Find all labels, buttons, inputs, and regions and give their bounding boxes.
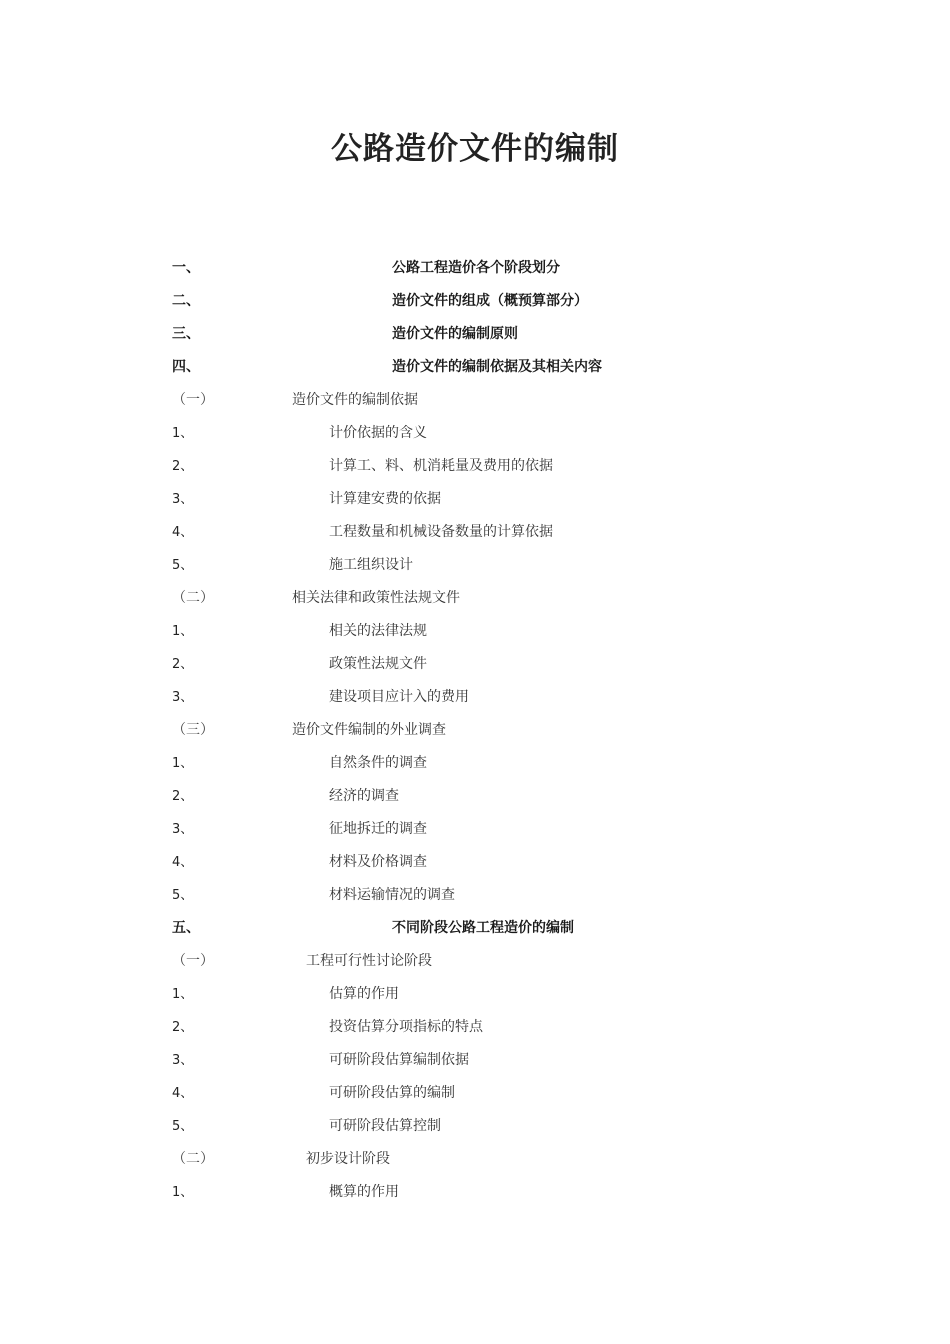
toc-entry-text: 建设项目应计入的费用 — [329, 689, 469, 705]
toc-entry-number: 2、 — [172, 657, 194, 672]
toc-entry-text: 材料及价格调查 — [329, 854, 427, 870]
toc-entry-number: 5、 — [172, 1119, 194, 1134]
toc-entry — [0, 351, 950, 384]
toc-entry — [0, 582, 950, 615]
toc-entry-number: 五、 — [172, 920, 200, 936]
toc-entry-number: （二） — [172, 590, 214, 606]
toc-entry-number: 一、 — [172, 260, 200, 276]
toc-entry-number: 3、 — [172, 1053, 194, 1068]
toc-entry-text: 自然条件的调查 — [329, 755, 427, 771]
toc-entry — [0, 1077, 950, 1110]
page-title: 公路造价文件的编制 — [331, 131, 619, 167]
toc-entry-number: 3、 — [172, 690, 194, 705]
toc-entry-number: 1、 — [172, 624, 194, 639]
toc-entry-number: 2、 — [172, 1020, 194, 1035]
toc-entry-text: 不同阶段公路工程造价的编制 — [392, 920, 574, 936]
toc-entry-text: 材料运输情况的调查 — [329, 887, 455, 903]
toc-entry-text: 估算的作用 — [329, 986, 399, 1002]
toc-entry-number: 3、 — [172, 492, 194, 507]
toc-entry — [0, 681, 950, 714]
toc-entry-text: 造价文件编制的外业调查 — [292, 722, 446, 738]
toc-entry — [0, 1110, 950, 1143]
toc-entry-text: 施工组织设计 — [329, 557, 413, 573]
toc-entry — [0, 384, 950, 417]
toc-entry-number: 3、 — [172, 822, 194, 837]
toc-entry-text: 造价文件的编制依据及其相关内容 — [392, 359, 602, 375]
toc-entry-text: 可研阶段估算编制依据 — [329, 1052, 469, 1068]
toc-entry-text: 造价文件的编制依据 — [292, 392, 418, 408]
toc-entry — [0, 516, 950, 549]
toc-entry-number: （一） — [172, 392, 214, 408]
toc-entry-text: 计算建安费的依据 — [329, 491, 441, 507]
toc-entry — [0, 945, 950, 978]
toc-entry-text: 公路工程造价各个阶段划分 — [392, 260, 560, 276]
toc-entry-text: 相关法律和政策性法规文件 — [292, 590, 460, 606]
toc-entry-text: 可研阶段估算控制 — [329, 1118, 441, 1134]
toc-entry-number: 5、 — [172, 558, 194, 573]
toc-entry-text: 概算的作用 — [329, 1184, 399, 1200]
toc-entry — [0, 450, 950, 483]
toc-entry — [0, 846, 950, 879]
toc-entry-text: 相关的法律法规 — [329, 623, 427, 639]
toc-entry — [0, 483, 950, 516]
toc-entry-text: 造价文件的编制原则 — [392, 326, 518, 342]
toc-entry — [0, 417, 950, 450]
toc-entry — [0, 813, 950, 846]
toc-entry-number: 1、 — [172, 426, 194, 441]
toc-entry — [0, 780, 950, 813]
toc-entry — [0, 318, 950, 351]
toc-entry — [0, 1011, 950, 1044]
toc-entry-number: 5、 — [172, 888, 194, 903]
toc-entry — [0, 1044, 950, 1077]
toc-entry-text: 工程可行性讨论阶段 — [306, 953, 432, 969]
toc-entry-number: 2、 — [172, 789, 194, 804]
toc-entry-number: （二） — [172, 1151, 214, 1167]
toc-entry-number: 1、 — [172, 987, 194, 1002]
toc-entry — [0, 648, 950, 681]
toc-entry — [0, 747, 950, 780]
toc-entry — [0, 1143, 950, 1176]
toc-entry-text: 工程数量和机械设备数量的计算依据 — [329, 524, 553, 540]
toc-entry-number: 1、 — [172, 1185, 194, 1200]
toc-entry — [0, 549, 950, 582]
toc-entry — [0, 615, 950, 648]
toc-entry-text: 造价文件的组成（概预算部分） — [392, 293, 588, 309]
toc-entry-number: 1、 — [172, 756, 194, 771]
toc-entry — [0, 714, 950, 747]
toc-entry-number: 三、 — [172, 326, 200, 342]
toc-entry-text: 投资估算分项指标的特点 — [329, 1019, 483, 1035]
toc-entry-text: 初步设计阶段 — [306, 1151, 390, 1167]
toc-entry-number: 4、 — [172, 1086, 194, 1101]
table-of-contents — [0, 252, 950, 1209]
toc-entry-number: 2、 — [172, 459, 194, 474]
toc-entry-number: 二、 — [172, 293, 200, 309]
toc-entry-number: 4、 — [172, 525, 194, 540]
toc-entry-number: （一） — [172, 953, 214, 969]
toc-entry — [0, 252, 950, 285]
toc-entry — [0, 978, 950, 1011]
toc-entry-text: 经济的调查 — [329, 788, 399, 804]
toc-entry-text: 计价依据的含义 — [329, 425, 427, 441]
toc-entry-number: 四、 — [172, 359, 200, 375]
toc-entry-text: 计算工、料、机消耗量及费用的依据 — [329, 458, 553, 474]
toc-entry-text: 征地拆迁的调查 — [329, 821, 427, 837]
toc-entry-text: 政策性法规文件 — [329, 656, 427, 672]
toc-entry — [0, 879, 950, 912]
toc-entry — [0, 912, 950, 945]
toc-entry — [0, 285, 950, 318]
toc-entry — [0, 1176, 950, 1209]
toc-entry-number: （三） — [172, 722, 214, 738]
toc-entry-number: 4、 — [172, 855, 194, 870]
toc-entry-text: 可研阶段估算的编制 — [329, 1085, 455, 1101]
